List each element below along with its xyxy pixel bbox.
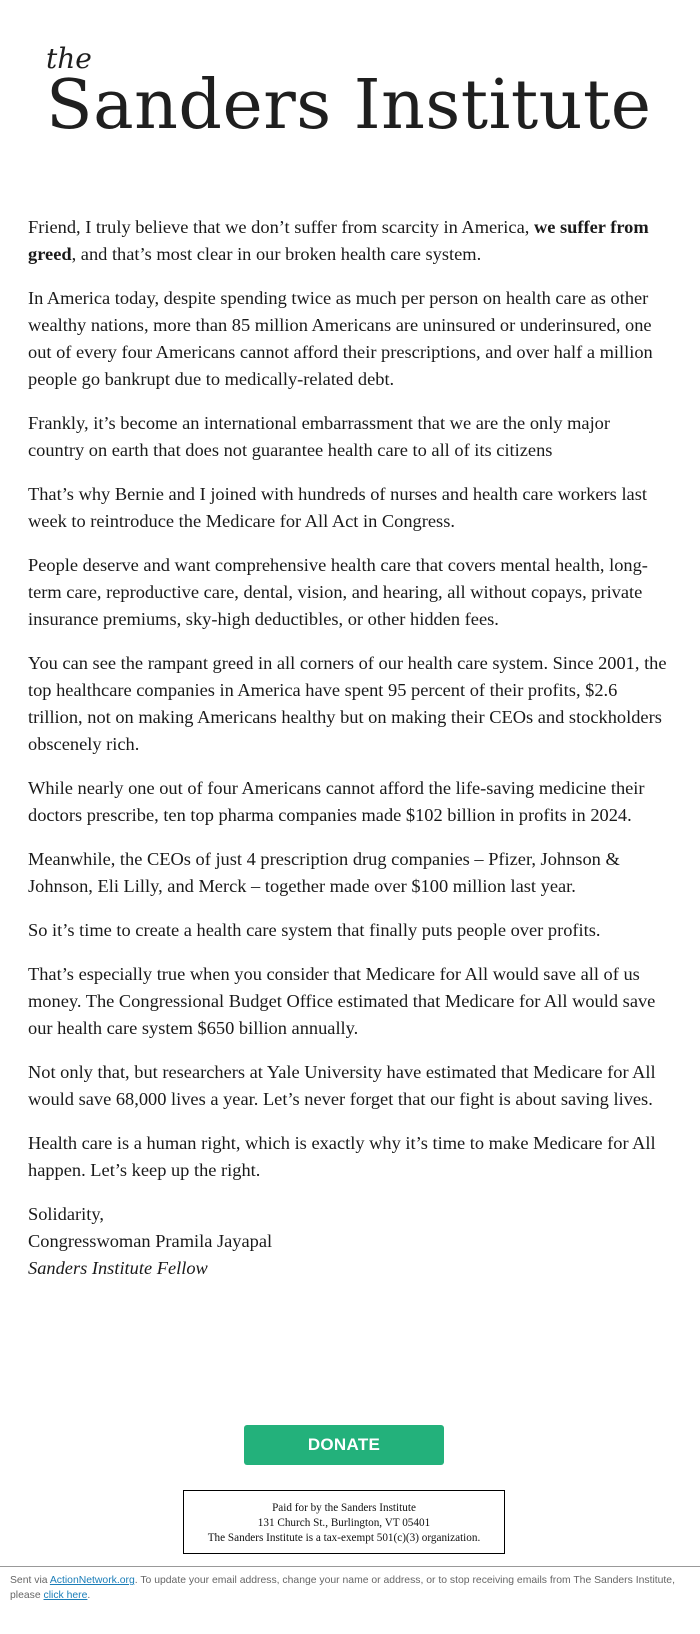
email-footer: Sent via ActionNetwork.org. To update your email address, change your name or address, or to stop receiving emails from The Sanders Institute, please click here. [10, 1575, 675, 1601]
unsubscribe-link[interactable]: click here [43, 1590, 88, 1601]
emphasis-greed: we suffer from greed [28, 217, 649, 264]
signature-title: Sanders Institute Fellow [28, 1258, 208, 1278]
paragraph-10: That’s especially true when you consider that Medicare for All would save all of us money. The Congressional Budget Office estimated that Medicare for All would save our health care system $650 billion annually. [28, 964, 656, 1038]
signature-closing: Solidarity, [28, 1204, 104, 1224]
signature [28, 1201, 668, 1282]
paragraph-7: While nearly one out of four Americans cannot afford the life-saving medicine their doctors prescribe, ten top pharma companies made $102 billion in profits in 2024. [28, 778, 645, 825]
logo-name: Sanders Institute [46, 66, 652, 145]
paragraph-1: Friend, I truly believe that we don’t suffer from scarcity in America, we suffer from greed, and that’s most clear in our broken health care system. [28, 217, 649, 264]
logo-the: the [46, 42, 92, 75]
paragraph-4: That’s why Bernie and I joined with hundreds of nurses and health care workers last week to reintroduce the Medicare for All Act in Congress. [28, 484, 647, 531]
paragraph-6: You can see the rampant greed in all corners of our health care system. Since 2001, the top healthcare companies in America have spent 95 percent of their profits, $2.6 trillion, not on making Americans healthy but on making their CEOs and stockholders obscenely rich. [28, 653, 667, 754]
donate-button[interactable]: DONATE [244, 1425, 444, 1465]
paragraph-8: Meanwhile, the CEOs of just 4 prescription drug companies – Pfizer, Johnson & Johnson, Eli Lilly, and Merck – together made over $100 million last year. [28, 849, 620, 896]
disclaimer-line-1: Paid for by the Sanders Institute [272, 1502, 416, 1514]
disclaimer-line-3: The Sanders Institute is a tax-exempt 501(c)(3) organization. [207, 1532, 481, 1544]
paragraph-2: In America today, despite spending twice as much per person on health care as other wealthy nations, more than 85 million Americans are uninsured or underinsured, one out of every four Americans cannot afford their prescriptions, and over half a million people go bankrupt due to medically-related debt. [28, 288, 653, 389]
paragraph-12: Health care is a human right, which is exactly why it’s time to make Medicare for All happen. Let’s keep up the right. [28, 1133, 656, 1180]
signature-name: Congresswoman Pramila Jayapal [28, 1231, 273, 1251]
paragraph-5: People deserve and want comprehensive health care that covers mental health, long-term care, reproductive care, dental, vision, and hearing, all without copays, private insurance premiums, sky-high deductibles, or other hidden fees. [28, 555, 648, 629]
paragraph-3: Frankly, it’s become an international embarrassment that we are the only major country on earth that does not guarantee health care to all of its citizens [28, 413, 611, 460]
disclaimer-line-2: 131 Church St., Burlington, VT 05401 [257, 1517, 431, 1529]
email-body [28, 214, 668, 1299]
paragraph-9: So it’s time to create a health care system that finally puts people over profits. [28, 920, 601, 940]
paragraph-11: Not only that, but researchers at Yale University have estimated that Medicare for All would save 68,000 lives a year. Let’s never forget that our fight is about saving lives. [28, 1062, 656, 1109]
paid-for-disclaimer [183, 1490, 505, 1554]
actionnetwork-link[interactable]: ActionNetwork.org [49, 1575, 135, 1586]
footer-divider [0, 1566, 700, 1567]
sanders-institute-logo [46, 44, 652, 144]
